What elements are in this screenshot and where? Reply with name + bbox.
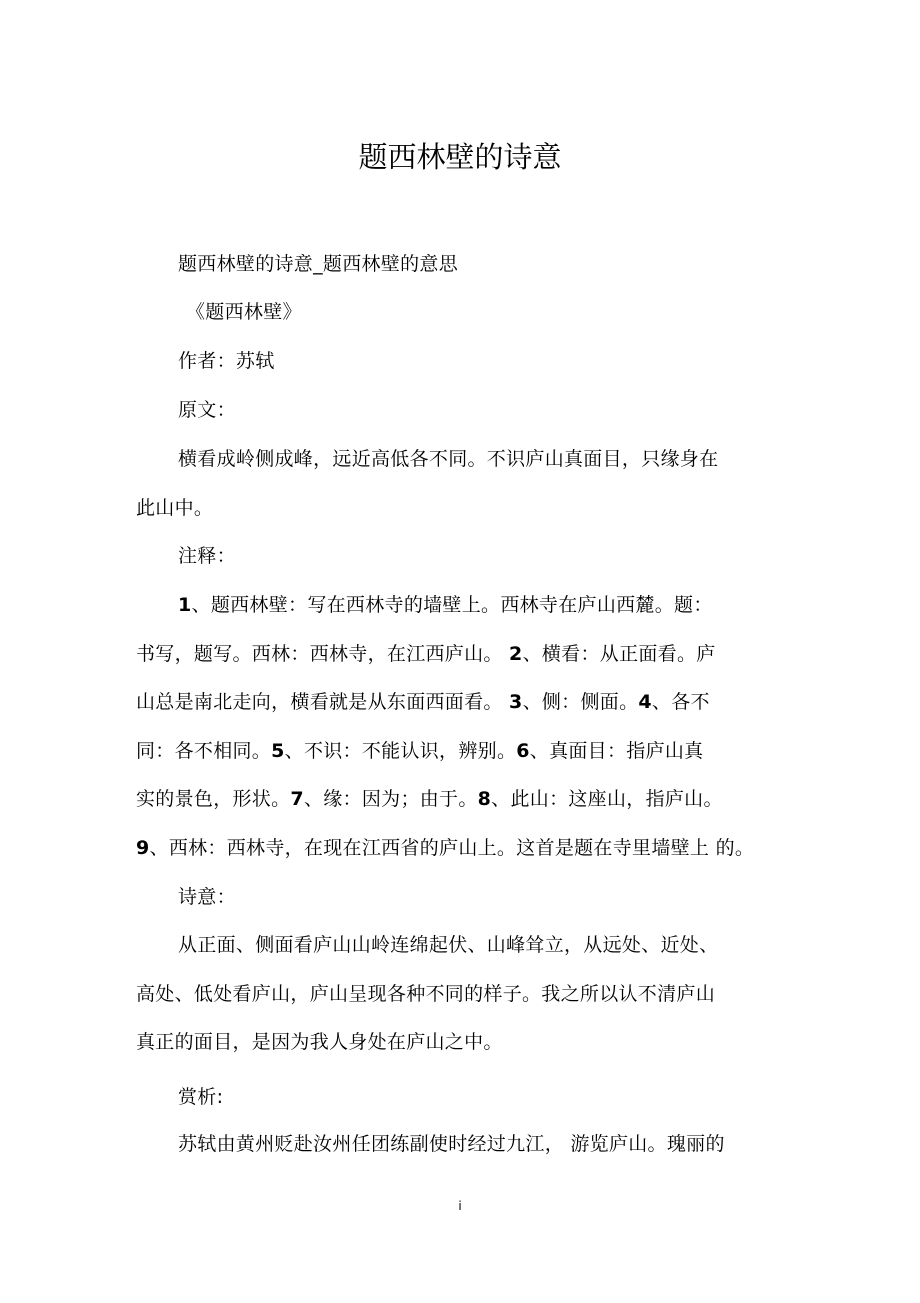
notes-label: 注释： [178,545,236,567]
note-text: 同：各不相同。 [136,740,272,762]
meaning-label: 诗意： [178,886,236,908]
meaning-line: 真正的面目，是因为我人身处在庐山之中。 [136,1031,503,1053]
note-text: 书写，题写。西林：西林寺，在江西庐山。 [136,643,510,665]
note-text: 、缘：因为；由于。 [303,788,478,810]
note-text: 、真面目：指庐山真 [529,740,704,762]
appreciation-label: 赏析: [178,1086,224,1108]
subtitle: 题西林壁的诗意_题西林壁的意思 [178,253,459,275]
note-number: 6 [516,740,530,762]
appreciation-line: 苏轼由黄州贬赴汝州任团练副使时经过九江， 游览庐山。瑰丽的 [178,1133,725,1155]
note-text: 、不识：不能认识，辨别。 [284,740,517,762]
notes-line [136,737,703,765]
note-number: 3 [509,691,523,713]
meaning-line: 从正面、侧面看庐山山岭连绵起伏、山峰耸立，从远处、近处、 [178,934,719,956]
note-number: 4 [638,691,652,713]
original-line: 横看成岭侧成峰，远近高低各不同。不识庐山真面目，只缘身在 [178,448,719,470]
notes-line [136,785,723,813]
original-label: 原文： [178,399,236,421]
meaning-line: 高处、低处看庐山，庐山呈现各种不同的样子。我之所以认不清庐山 [136,983,716,1005]
note-text: 、西林：西林寺，在现在江西省的庐山上。这首是题在寺里墙壁上 的。 [149,837,755,859]
note-text: 、题西林壁：写在西林寺的墙壁上。西林寺在庐山西麓。题： [191,594,713,616]
notes-line [178,591,713,619]
note-number: 5 [271,740,285,762]
note-number: 9 [136,837,150,859]
note-text: 、各不 [651,691,710,713]
note-text: 、侧：侧面。 [522,691,639,713]
document-title: 题西林壁的诗意 [358,140,562,174]
original-line: 此山中。 [136,497,214,519]
author-line: 作者：苏轼 [178,350,275,372]
note-text: 山总是南北走向，横看就是从东面西面看。 [136,691,510,713]
poem-title: 《题西林壁》 [186,301,302,323]
note-text: 实的景色，形状。 [136,788,291,810]
note-text: 、横看：从正面看。庐 [522,643,716,665]
page-number: i [458,1199,462,1213]
notes-line [136,688,710,716]
note-number: 7 [290,788,304,810]
note-number: 8 [477,788,492,810]
notes-line [136,640,716,668]
note-text: 、此山：这座山，指庐山。 [491,788,723,810]
note-number: 1 [178,594,192,616]
note-number: 2 [509,643,523,665]
notes-line [136,834,754,862]
